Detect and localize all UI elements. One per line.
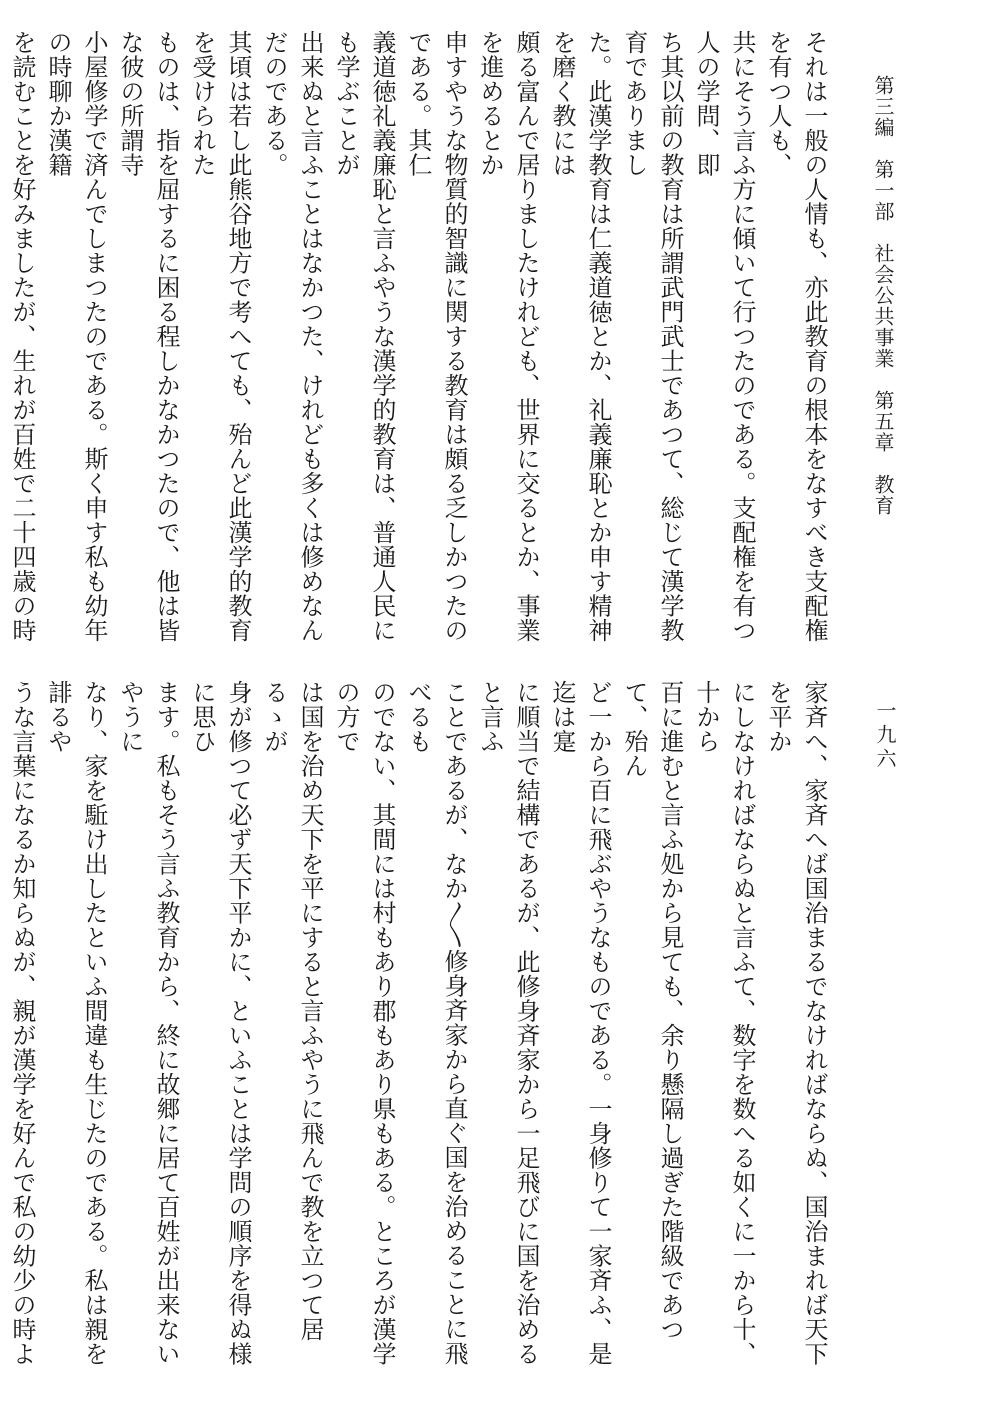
running-header: 第三編 第一部 社会公共事業 第五章 教育 [871,75,895,516]
text-line: は国を治め天下を平にすると言ふやうに飛んで教を立つて居るゝが [260,680,324,1342]
text-line: うな言葉になるか知らぬが、親が漢学を好んで私の幼少の時よ [8,680,36,1366]
text-line: 義道徳礼義廉恥と言ふやうな漢学的教育は、普通人民にも学ぶことが [332,30,396,643]
text-line: ど一から百に飛ぶやうなものである。一身修りて一家斉ふ、是迄は寔 [548,680,612,1366]
text-line: 共にそう言ふ方に傾いて行つたのである。支配権を有つ人の学問、即 [692,30,756,643]
text-line: 家斉へ、家斉へば国治まるでなければならぬ、国治まれば天下を平か [764,680,828,1366]
text-line: 申すやうな物質的智識に関する教育は頗る乏しかつたのである。其仁 [404,30,468,643]
text-line: 身が修つて必ず天下平かに、といふことは学問の順序を得ぬ様に思ひ [188,680,252,1366]
column-divider [834,30,835,1370]
text-line: のでない、其間には村もあり郡もあり県もある。ところが漢学の方で [332,680,396,1366]
text-line: ことであるが、なか〳〵修身斉家から直ぐ国を治めることに飛べるも [404,680,468,1366]
page-number: 一九六 [873,700,897,772]
text-line: を読むことを好みましたが、生れが百姓で二十四歳の時 [8,30,36,643]
text-line: それは一般の人情も、亦此教育の根本をなすべき支配権を有つ人も、 [764,30,828,643]
text-line: 頗る富んで居りましたけれども、世界に交るとか、事業を進めるとか [476,30,540,643]
text-line: 小屋修学で済んでしまつたのである。斯く申す私も幼年の時聊か漢籍 [44,30,108,643]
text-line: た。此漢学教育は仁義道徳とか、礼義廉恥とか申す精神を磨く教には [548,30,612,643]
text-line: ち其以前の教育は所謂武門武士であつて、総じて漢学教育でありまし [620,30,684,643]
text-line: ものは、指を屈するに困る程しかなかつたので、他は皆な彼の所謂寺 [116,30,180,643]
text-line: 其頃は若し此熊谷地方で考へても、殆んど此漢学的教育を受けられた [188,30,252,643]
text-line: 百に進むと言ふ処から見ても、余り懸隔し過ぎた階級であつて、殆ん [620,680,684,1342]
text-line: 出来ぬと言ふことはなかつた、けれども多くは修めなんだのである。 [260,30,324,643]
text-line: なり、家を駈け出したといふ間違も生じたのである。私は親を誹るや [44,680,108,1366]
text-line: にしなければならぬと言ふて、数字を数へる如くに一から十、十から [692,680,756,1366]
upper-text-block [8,30,832,650]
text-line: ます。私もそう言ふ教育から、終に故郷に居て百姓が出来ないやうに [116,680,180,1366]
text-line: に順当で結構であるが、此修身斉家から一足飛びに国を治めると言ふ [476,680,540,1366]
lower-text-block [8,680,832,1370]
